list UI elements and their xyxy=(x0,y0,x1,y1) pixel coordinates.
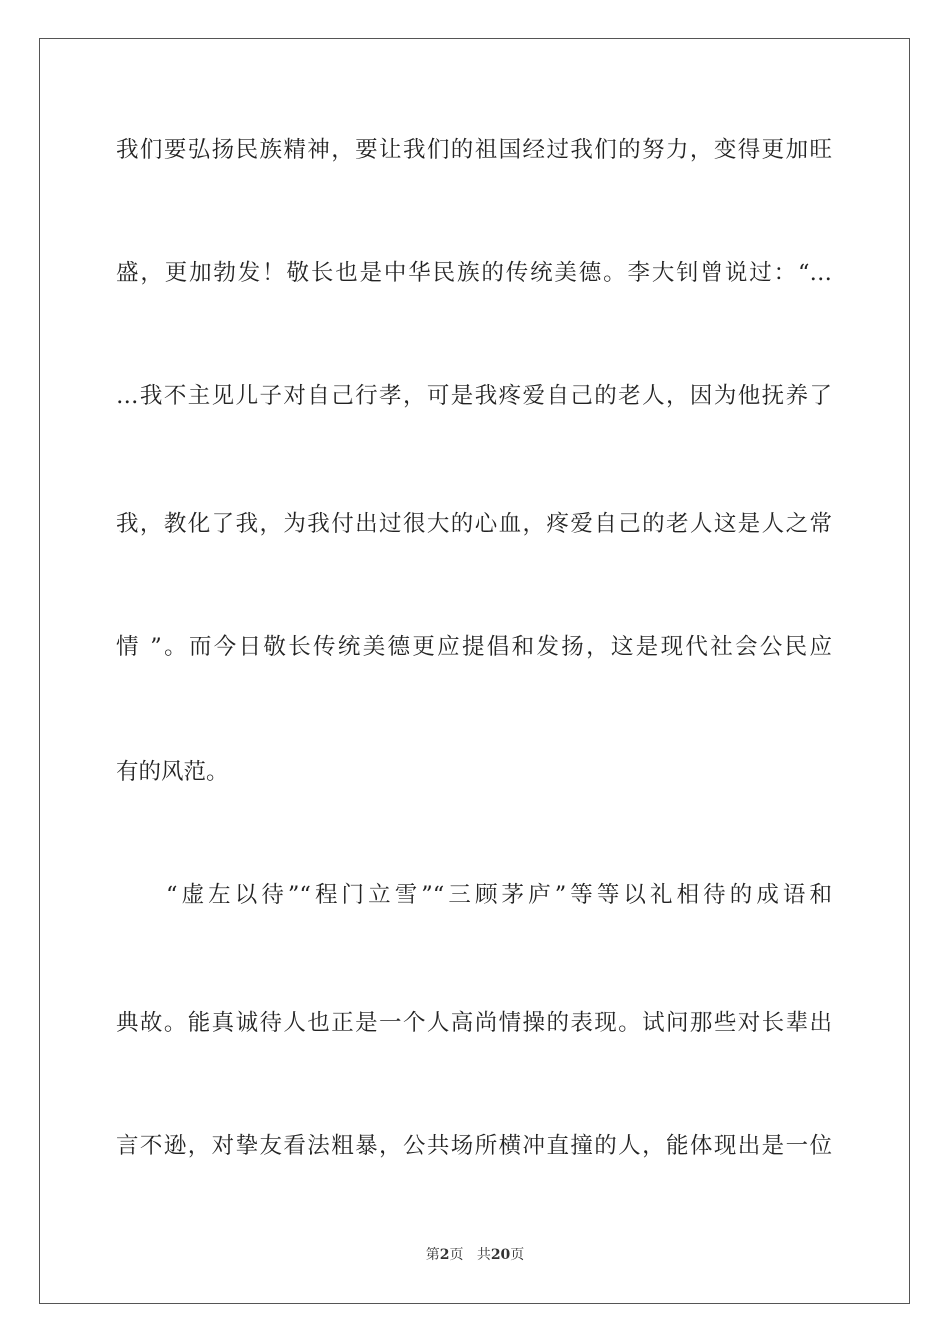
body-line-8: 典故。能真诚待人也正是一个人高尚情操的表现。试问那些对长辈出 xyxy=(116,1010,832,1036)
body-line-4: 我，教化了我，为我付出过很大的心血，疼爱自己的老人这是人之常 xyxy=(116,511,832,537)
body-line-7: “虚左以待”“程门立雪”“三顾茅庐”等等以礼相待的成语和 xyxy=(166,882,832,908)
page-footer xyxy=(0,1246,950,1264)
body-line-5: 情 ”。而今日敬长传统美德更应提倡和发扬，这是现代社会公民应 xyxy=(116,634,832,660)
page-prefix: 第 xyxy=(425,1247,440,1263)
current-page-number: 2 xyxy=(439,1247,450,1263)
total-page-number: 20 xyxy=(490,1247,511,1263)
body-line-6: 有的风范。 xyxy=(116,759,229,785)
body-line-9: 言不逊，对挚友看法粗暴，公共场所横冲直撞的人，能体现出是一位 xyxy=(116,1133,832,1159)
page-suffix: 页 xyxy=(449,1247,464,1263)
total-prefix: 共 xyxy=(476,1247,491,1263)
total-suffix: 页 xyxy=(510,1247,525,1263)
page-border xyxy=(39,38,910,1304)
body-line-2: 盛，更加勃发！敬长也是中华民族的传统美德。李大钊曾说过：“… xyxy=(116,260,832,286)
body-line-1: 我们要弘扬民族精神，要让我们的祖国经过我们的努力，变得更加旺 xyxy=(116,137,832,163)
body-line-3: …我不主见儿子对自己行孝，可是我疼爱自己的老人，因为他抚养了 xyxy=(116,383,832,409)
